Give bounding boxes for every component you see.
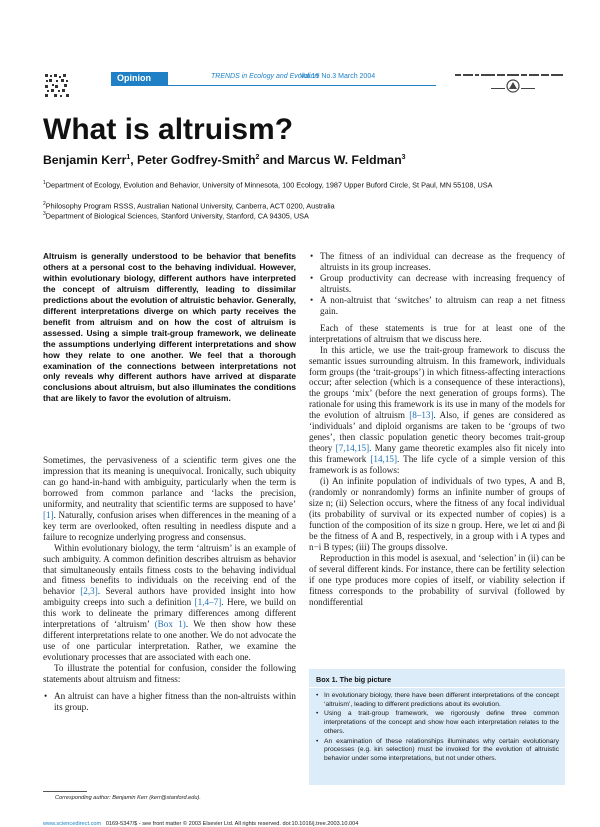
- text-run: . Also, if genes are considered as ‘individuals’ and diploid organisms are taken to be ‘groups of two genes’, then classic population genetic theory becomes trait-group theory: [309, 410, 566, 454]
- right-column: [309, 251, 565, 608]
- text-run: In this article, we use the trait-group framework to discuss the semantic issues surrounding altruism. In this framework, individuals form groups (the ‘trait-groups’) in which fitness-affecting interactions occur; after selection (which is a consequence of these interactions), the groups ‘mix’ (before the next generation of groups forms). The rationale for using this framework is its use in many of the models for the evolution of altruism: [309, 344, 565, 421]
- citation-link[interactable]: [14,15]: [370, 454, 397, 465]
- text-run: . We then show how these different interpretations relate to one another. We do not advocate the use of one particular interpretation. Rather, we examine the evolutionary processes that are associated with each one.: [43, 619, 296, 663]
- paragraph: To illustrate the potential for confusion, consider the following statements about altruism and fitness:: [43, 663, 296, 685]
- footnote-rule: [43, 791, 87, 792]
- publisher-logo-icon: [455, 72, 565, 94]
- affiliation-text: Department of Biological Sciences, Stanford University, Stanford, CA 94305, USA: [45, 211, 309, 221]
- paragraph: (i) An infinite population of individuals of two types, A and B, (randomly or nonrandomly) forms an infinite number of groups of size n; (ii) Selection occurs, where the fitness of any focal individual (its probability of survival or its expected number of copies) is a function of the composition of its size n group. Here, we let αi and βi be the fitness of A and B, respectively, in a group with i A types and n−i B types; (iii) The groups dissolve.: [309, 476, 565, 552]
- journal-logo-icon: [44, 73, 70, 99]
- affiliation-mark: 3: [401, 153, 406, 161]
- author-list: [43, 153, 406, 167]
- affiliation-mark: 1: [43, 180, 46, 186]
- footer-line: [43, 821, 358, 827]
- list-item: • The fitness of an individual can decrease as the frequency of altruists in its group increases.: [309, 251, 565, 273]
- left-column: [43, 455, 296, 713]
- article-title: What is altruism?: [43, 113, 294, 146]
- box-divider: [309, 687, 565, 688]
- affiliation-text: Philosophy Program RSSS, Australian National University, Canberra, ACT 0200, Australia: [45, 201, 335, 211]
- section-tag: Opinion: [111, 72, 168, 85]
- paragraph: [309, 345, 565, 476]
- journal-volume: Vol.19 No.3 March 2004: [300, 73, 376, 80]
- list-item: • Group productivity can decrease with increasing frequency of altruists.: [309, 273, 565, 295]
- citation-link[interactable]: [1]: [43, 509, 54, 520]
- citation-link[interactable]: [7,14,15]: [335, 443, 370, 454]
- citation-link[interactable]: [8–13]: [409, 410, 434, 421]
- box-list-item: • Using a trait-group framework, we rigorously define three common interpretations of the concept and show how each interpretation relates to the others.: [316, 710, 559, 736]
- box-link[interactable]: (Box 1): [154, 619, 186, 630]
- issn-doi: 0169-5347/$ - see front matter © 2003 Elsevier Ltd. All rights reserved. doi:10.1016/j.tree.2003.10.004: [105, 821, 359, 827]
- paragraph: Reproduction in this model is asexual, and ‘selection’ in (ii) can be of several different kinds. For instance, there can be fertility selection if one type produces more copies of itself, or viability selection if fitness corresponds to the probability of survival (followed by nondifferential: [309, 552, 565, 607]
- journal-url[interactable]: www.sciencedirect.com: [43, 821, 102, 827]
- text-run: Within evolutionary biology, the term ‘altruism’ is an example of such ambiguity. A common definition describes altruism as behavior that simultaneously entails fitness costs to the behaving individual and fitness benefits to individuals on the receiving end of the behavior: [43, 542, 296, 597]
- citation-link[interactable]: [1,4–7]: [194, 597, 222, 608]
- author-separator: ,: [130, 153, 137, 167]
- text-run: . Several authors have provided insight into how ambiguity creeps into such a definition: [43, 586, 296, 608]
- citation-link[interactable]: [2,3]: [80, 586, 98, 597]
- text-run: . Many game theoretic examples also fit nicely into this framework: [309, 443, 565, 465]
- box-list: [316, 692, 559, 765]
- affiliation-mark: 2: [255, 153, 260, 161]
- box-list-item: • In evolutionary biology, there have been different interpretations of the concept ‘altruism’, leading to different predictions about its evolution.: [316, 692, 559, 709]
- affiliation-mark: 3: [43, 211, 46, 217]
- header-rule: [111, 85, 436, 86]
- abstract: Altruism is generally understood to be behavior that benefits others at a personal cost to the behaving individual. However, within evolutionary biology, different authors have interpreted the concept of altruism differently, leading to dissimilar predictions about the evolution of altruistic behavior. Generally, different interpretations diverge on which party receives the benefit from altruism and on how the cost of altruism is assessed. Using a simple trait-group framework, we delineate the assumptions underlying different interpretations and show how they relate to one another. We feel that a thorough examination of the connections between interpretations not only reveals why different authors have arrived at disparate conclusions about altruism, but also illuminates the conditions that are likely to favor the evolution of altruism.: [43, 251, 296, 404]
- affiliation-text: Department of Ecology, Evolution and Behavior, University of Minnesota, 100 Ecology, 1987 Upper Buford Circle, St Paul, MN 55108, USA: [45, 180, 493, 190]
- author-name: Benjamin Kerr: [43, 153, 127, 167]
- list-item: • A non-altruist that ‘switches’ to altruism can reap a net fitness gain.: [309, 295, 565, 317]
- text-run: . Naturally, confusion arises when differences in the meaning of a key term are overlooked, often resulting in needless dispute and a failure to recognize underlying progress and consensus.: [43, 509, 296, 542]
- author-separator: and: [259, 153, 288, 167]
- list-item: • An altruist can have a higher fitness than the non-altruists within its group.: [43, 691, 296, 713]
- paragraph: [43, 455, 296, 543]
- paragraph: [43, 543, 296, 663]
- author-name: Peter Godfrey-Smith: [137, 153, 256, 167]
- text-run: Sometimes, the pervasiveness of a scientific term gives one the impression that its meaning is unequivocal. Ironically, such ubiquity can go hand-in-hand with ambiguity, particularly when the term is borrowed from common parlance and ‘lacks the precision, uniformity, and neutrality that scientific terms are supposed to have’: [43, 455, 296, 509]
- text-run: . The life cycle of a simple version of this framework is as follows:: [309, 454, 566, 476]
- journal-name: TRENDS in Ecology and Evolution: [211, 73, 319, 80]
- affiliation-mark: 2: [43, 201, 46, 207]
- affiliation-mark: 1: [126, 153, 131, 161]
- affiliation-1: [43, 178, 563, 190]
- box-1: [309, 669, 565, 785]
- box-list-item: • An examination of these relationships illuminates why certain evolutionary processes (e.g. kin selection) must be invoked for the evolution of altruistic behavior under some interpretations, but not under others.: [316, 738, 559, 764]
- box-title: Box 1. The big picture: [316, 675, 392, 684]
- text-run: . Here, we build on this work to delineate the primary differences among different interpretations of ‘altruism’: [43, 597, 296, 630]
- author-name: Marcus W. Feldman: [287, 153, 402, 167]
- paragraph: Each of these statements is true for at least one of the interpretations of altruism that we discuss here.: [309, 322, 565, 344]
- corresponding-author: Corresponding author: Benjamin Kerr (kerr@stanford.edu).: [55, 795, 201, 801]
- affiliation-3: [43, 209, 563, 221]
